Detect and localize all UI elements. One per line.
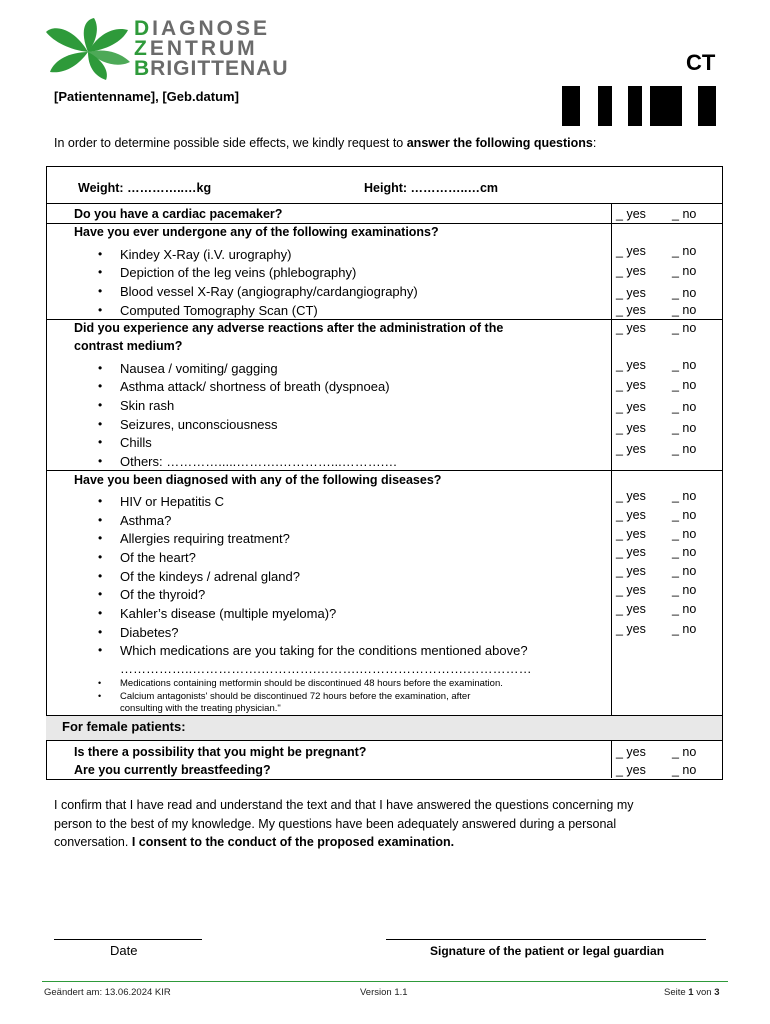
disease-item: Kahler’s disease (multiple myeloma)? [120, 606, 337, 621]
disease-no-option[interactable]: _ no [672, 602, 697, 616]
weight-field[interactable]: Weight: …………..…kg [78, 181, 212, 195]
disease-item: Of the thyroid? [120, 587, 206, 602]
female-yes-option[interactable]: _ yes [616, 763, 646, 777]
consent-text [54, 796, 734, 852]
consent-line-3-text: conversation. [54, 835, 132, 849]
bullet-icon: • [98, 587, 103, 601]
female-yes-option[interactable]: _ yes [616, 745, 646, 759]
disease-yes-option[interactable]: _ yes [616, 489, 646, 503]
no-label: no [682, 207, 697, 221]
footer-rule [42, 981, 728, 982]
bullet-icon: • [98, 550, 103, 564]
date-line[interactable] [54, 939, 202, 940]
reaction-yes-option[interactable]: _ yes [616, 442, 646, 456]
disease-item: HIV or Hepatitis C [120, 494, 225, 509]
row-divider [46, 319, 722, 320]
intro-lead: In order to determine possible side effects, we kindly request to [54, 136, 407, 150]
page-prefix: Seite [664, 987, 689, 998]
date-label: Date [110, 943, 138, 958]
reaction-yes-option[interactable]: _ yes [616, 378, 646, 392]
note-calcium-line-1: Calcium antagonists' should be discontinued 72 hours before the examination, after [120, 691, 471, 702]
disease-item: Diabetes? [120, 625, 179, 640]
reaction-item: Nausea / vomiting/ gagging [120, 361, 278, 376]
disease-no-option[interactable]: _ no [672, 622, 697, 636]
bullet-icon: • [98, 513, 103, 527]
disease-no-option[interactable]: _ no [672, 527, 697, 541]
female-header-label: For female patients: [62, 719, 186, 734]
disease-item: Asthma? [120, 513, 172, 528]
disease-yes-option[interactable]: _ yes [616, 508, 646, 522]
bullet-icon: • [98, 678, 102, 688]
question-reactions-line-2: contrast medium? [74, 339, 183, 353]
logo-initial-b: B [134, 57, 151, 80]
question-pregnant: Is there a possibility that you might be pregnant? [74, 745, 367, 759]
page-of: von [693, 987, 715, 998]
logo-line-3 [134, 58, 289, 79]
page-total: 3 [714, 987, 720, 998]
row-divider [46, 203, 722, 204]
female-no-option[interactable]: _ no [672, 745, 697, 759]
bullet-icon: • [98, 454, 103, 468]
reaction-no-option[interactable]: _ no [672, 442, 697, 456]
bullet-icon: • [98, 643, 103, 657]
answer-column-divider-female [611, 739, 612, 778]
reaction-item: Asthma attack/ shortness of breath (dyspnoea) [120, 379, 390, 394]
yes-option[interactable] [616, 207, 646, 221]
bullet-icon: • [98, 379, 103, 393]
checkbox-mark: _ [616, 207, 623, 221]
patient-placeholder: [Patientenname], [Geb.datum] [54, 89, 239, 104]
intro-end: : [592, 136, 597, 150]
page-number: 1 [688, 987, 694, 998]
intro-emphasis: answer the following questions [406, 136, 593, 150]
question-breastfeeding: Are you currently breastfeeding? [74, 763, 271, 777]
reaction-no-option[interactable]: _ no [672, 378, 697, 392]
answer-column-divider [611, 203, 612, 715]
reaction-item: Skin rash [120, 398, 175, 413]
disease-item: Of the kindeys / adrenal gland? [120, 569, 300, 584]
disease-yes-option[interactable]: _ yes [616, 564, 646, 578]
leaf-logo-icon [44, 18, 132, 80]
consent-line-3 [54, 833, 734, 852]
disease-item: Allergies requiring treatment? [120, 531, 290, 546]
exam-yes-option[interactable]: _ yes [616, 244, 646, 258]
reaction-yes-option[interactable]: _ yes [616, 358, 646, 372]
exam-yes-option[interactable]: _ yes [616, 303, 646, 317]
exam-yes-option[interactable]: _ yes [616, 286, 646, 300]
logo-initial-d: D [134, 17, 153, 40]
consent-line-1: I confirm that I have read and understand the text and that I have answered the questions concerning my [54, 798, 634, 812]
height-field[interactable]: Height: …………..…cm [364, 181, 499, 195]
question-pacemaker: Do you have a cardiac pacemaker? [74, 207, 283, 221]
note-metformin: Medications containing metformin should be discontinued 48 hours before the examination. [120, 678, 503, 689]
yes-label: yes [626, 207, 646, 221]
bullet-icon: • [98, 569, 103, 583]
footer-page [664, 987, 720, 998]
disease-no-option[interactable]: _ no [672, 545, 697, 559]
footer-version: Version 1.1 [360, 987, 408, 998]
bullet-icon: • [98, 247, 103, 261]
logo-initial-z: Z [134, 37, 150, 60]
question-medications: Which medications are you taking for the conditions mentioned above? [120, 643, 528, 658]
exam-no-option[interactable]: _ no [672, 303, 697, 317]
disease-no-option[interactable]: _ no [672, 583, 697, 597]
reaction-no-option[interactable]: _ no [672, 421, 697, 435]
logo-word-diagnose: IAGNOSE [152, 17, 271, 40]
clinic-logo [44, 17, 289, 80]
exam-no-option[interactable]: _ no [672, 244, 697, 258]
disease-yes-option[interactable]: _ yes [616, 583, 646, 597]
disease-no-option[interactable]: _ no [672, 508, 697, 522]
question-diseases: Have you been diagnosed with any of the following diseases? [74, 473, 442, 487]
exam-code: CT [686, 50, 716, 75]
bullet-icon: • [98, 435, 103, 449]
logo-line-1 [134, 18, 270, 39]
exam-yes-option[interactable]: _ yes [616, 264, 646, 278]
bullet-icon: • [98, 284, 103, 298]
disease-no-option[interactable]: _ no [672, 489, 697, 503]
note-calcium-line-2: consulting with the treating physician." [120, 703, 281, 714]
disease-yes-option[interactable]: _ yes [616, 545, 646, 559]
exam-item: Blood vessel X-Ray (angiography/cardangiography) [120, 284, 418, 299]
bullet-icon: • [98, 265, 103, 279]
female-no-option[interactable]: _ no [672, 763, 697, 777]
exam-item: Computed Tomography Scan (CT) [120, 303, 318, 318]
signature-label: Signature of the patient or legal guardian [430, 944, 665, 958]
consent-line-2: person to the best of my knowledge. My questions have been adequately answered during a personal [54, 816, 617, 831]
reaction-no-option[interactable]: _ no [672, 400, 697, 414]
question-reactions-line-1: Did you experience any adverse reactions after the administration of the [74, 321, 504, 335]
logo-word-brigittenau: RIGITTENAU [150, 57, 289, 80]
logo-line-2 [134, 38, 258, 59]
row-divider [46, 470, 722, 471]
bullet-icon: • [98, 398, 103, 412]
bullet-icon: • [98, 531, 103, 545]
bullet-icon: • [98, 361, 103, 375]
exam-no-option[interactable]: _ no [672, 286, 697, 300]
bullet-icon: • [98, 303, 103, 317]
logo-word-zentrum: ENTRUM [149, 37, 258, 60]
bullet-icon: • [98, 606, 103, 620]
disease-no-option[interactable]: _ no [672, 564, 697, 578]
disease-item: Of the heart? [120, 550, 196, 565]
bullet-icon: • [98, 417, 103, 431]
reaction-item: Others: ………….....……….…………...……….… [120, 454, 398, 469]
reaction-item: Seizures, unconsciousness [120, 417, 278, 432]
question-exams: Have you ever undergone any of the following examinations? [74, 225, 439, 239]
exam-no-option[interactable]: _ no [672, 264, 697, 278]
reaction-no-option[interactable]: _ no [672, 358, 697, 372]
row-divider [46, 223, 722, 224]
medications-input[interactable]: ……………..…………….………….……….…………………….…………… [120, 661, 532, 676]
disease-yes-option[interactable]: _ yes [616, 602, 646, 616]
reaction-yes-option[interactable]: _ yes [616, 400, 646, 414]
bullet-icon: • [98, 625, 103, 639]
reaction-item: Chills [120, 435, 152, 450]
bullet-icon: • [98, 494, 103, 508]
no-option[interactable] [672, 207, 696, 221]
barcode [562, 86, 718, 126]
signature-line[interactable] [386, 939, 706, 940]
intro-text [54, 136, 596, 150]
reaction-yes-option[interactable]: _ yes [616, 421, 646, 435]
footer-changed: Geändert am: 13.06.2024 KIR [44, 987, 171, 998]
exam-item: Depiction of the leg veins (phlebography) [120, 265, 357, 280]
consent-statement: I consent to the conduct of the proposed examination. [131, 835, 455, 849]
disease-yes-option[interactable]: _ yes [616, 622, 646, 636]
disease-yes-option[interactable]: _ yes [616, 527, 646, 541]
exam-yes-option[interactable]: _ yes [616, 321, 646, 335]
checkbox-mark: _ [672, 207, 679, 221]
exam-item: Kindey X-Ray (i.V. urography) [120, 247, 292, 262]
exam-no-option[interactable]: _ no [672, 321, 697, 335]
bullet-icon: • [98, 691, 102, 701]
